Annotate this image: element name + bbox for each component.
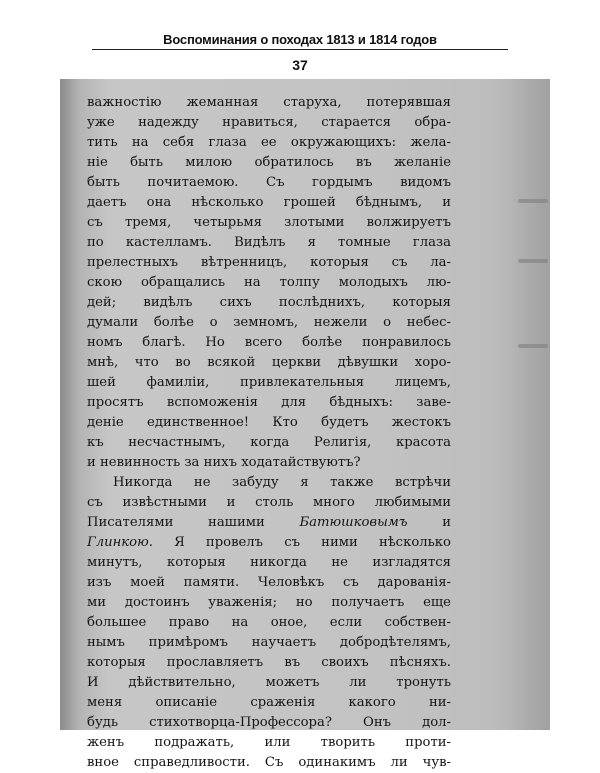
- text-line: деніе единственное! Кто будетъ жестокъ: [87, 415, 451, 430]
- text-line: даетъ она нѣсколько грошей бѣднымъ, и: [87, 195, 451, 210]
- bleed-mark: [518, 259, 548, 263]
- text-line: И дѣйствительно, можетъ ли тронуть: [87, 675, 451, 690]
- bleed-mark: [518, 199, 548, 203]
- text-line: быть почитаемою. Съ гордымъ видомъ: [87, 175, 451, 190]
- text-line: изъ моей памяти. Человѣкъ съ дарованія-: [87, 575, 451, 590]
- text-line: которыя прославляетъ въ своихъ пѣсняхъ.: [87, 655, 451, 670]
- text-line: важностію жеманная старуха, потерявшая: [87, 95, 451, 110]
- text-line: нымъ примѣромъ научаетъ добродѣтелямъ,: [87, 635, 451, 650]
- text-line: къ несчастнымъ, когда Религія, красота: [87, 435, 451, 450]
- text-line: по кастелламъ. Видѣлъ я томные глаза: [87, 235, 451, 250]
- text-line: [87, 513, 451, 533]
- text-line: прелестныхъ вѣтренницъ, которыя съ ла-: [87, 255, 451, 270]
- text-run: и: [407, 515, 452, 530]
- text-line: скою обращались на толпу молодыхъ лю-: [87, 275, 451, 290]
- running-title: Воспоминания о походах 1813 и 1814 годов: [163, 32, 437, 47]
- text-line: съ извѣстными и столь много любимыми: [87, 495, 451, 510]
- text-line: думали болѣе о земномъ, нежели о небес-: [87, 315, 451, 330]
- text-line: ми достоинъ уваженія; но получаетъ еще: [87, 595, 451, 610]
- author-name-batyushkov: Батюшковымъ: [299, 515, 408, 530]
- text-line: большее право на оное, если собствен-: [87, 615, 451, 630]
- text-line: дей; видѣлъ сихъ послѣднихъ, которыя: [87, 295, 451, 310]
- page-number: 37: [292, 57, 308, 73]
- header-rule: [92, 49, 508, 50]
- text-line: вное справедливости. Съ одинакимъ ли чув-: [87, 755, 451, 770]
- text-line: просятъ вспоможенія для бѣдныхъ: заве-: [87, 395, 451, 410]
- text-line: меня описаніе сраженія какого ни-: [87, 695, 451, 710]
- scanned-page: [60, 79, 550, 770]
- text-line: минутъ, которыя никогда не изгладятся: [87, 555, 451, 570]
- text-line: и невинность за нихъ ходатайствуютъ?: [87, 455, 361, 470]
- text-line: Никогда не забуду я также встрѣчи: [113, 475, 451, 490]
- text-line: тить на себя глаза ее окружающихъ: жела-: [87, 135, 451, 150]
- author-name-glinka: Глинкою.: [87, 535, 153, 550]
- text-line: будь стихотворца-Профессора? Онъ дол-: [87, 715, 451, 730]
- text-run: Писателями нашими: [87, 515, 300, 530]
- text-line: номъ благѣ. Но всего болѣе понравилось: [87, 335, 451, 350]
- text-line: съ тремя, четырьмя злотыми волжируетъ: [87, 215, 451, 230]
- text-line: ніе быть милою обратилось въ желаніе: [87, 155, 451, 170]
- text-line: уже надежду нравиться, старается обра-: [87, 115, 451, 130]
- text-line: шей фамиліи, привлекательныя лицемъ,: [87, 375, 451, 390]
- body-text: [87, 93, 451, 773]
- bleed-mark: [518, 344, 548, 348]
- text-line: [87, 533, 451, 553]
- text-run: Я провелъ съ ними нѣсколько: [152, 535, 451, 550]
- page-edge-shadow: [510, 79, 550, 730]
- text-line: женъ подражать, или творить проти-: [87, 735, 451, 750]
- text-line: мнѣ, что во всякой церкви дѣвушки хоро-: [87, 355, 451, 370]
